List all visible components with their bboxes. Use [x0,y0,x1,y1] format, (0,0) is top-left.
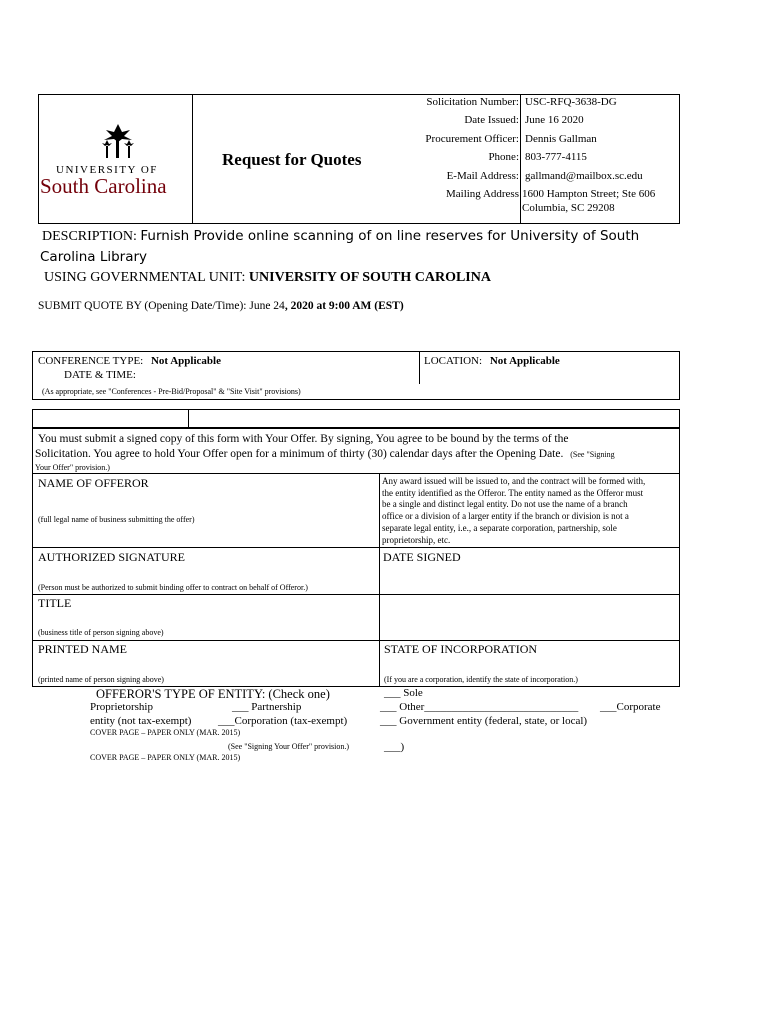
header-divider-left [192,94,193,224]
award-note-line: separate legal entity, i.e., a separate corporation, partnership, sole [382,522,617,533]
conference-note: (As appropriate, see "Conferences - Pre-Bid/Proposal" & "Site Visit" provisions) [42,387,301,396]
printed-name-hint: (printed name of person signing above) [38,675,164,684]
location-value: Not Applicable [489,355,560,367]
title-hint: (business title of person signing above) [38,628,164,637]
description-label: DESCRIPTION: [42,229,137,244]
award-note-line: proprietorship, etc. [382,534,451,545]
submit-quote-by [38,300,404,312]
award-note-line: Any award issued will be issued to, and the contract will be formed with, [382,476,646,486]
description-text-continued: Carolina Library [40,249,148,265]
entity-corporation-tax-exempt: ___Corporation (tax-exempt) [218,715,348,727]
state-of-incorporation-label: STATE OF INCORPORATION [384,642,538,656]
award-note-line: the entity identified as the Offeror. The entity named as the Offeror must [382,487,644,498]
location [424,355,560,367]
conference-type-value: Not Applicable [150,355,221,367]
mailing-address-value: 1600 Hampton Street; Ste 606 [522,188,656,200]
solicitation-number-label: Solicitation Number: [426,96,519,108]
authorized-signature-hint: (Person must be authorized to submit binding offer to contract on behalf of Offeror.) [38,583,308,592]
location-label: LOCATION: [424,355,483,367]
authorized-signature-label: AUTHORIZED SIGNATURE [38,550,185,564]
conference-date-label: DATE & TIME: [64,369,136,381]
date-issued-label: Date Issued: [464,114,519,126]
solicitation-number-value: USC-RFQ-3638-DG [525,96,617,108]
governmental-unit-label: USING GOVERNMENTAL UNIT: [44,270,246,285]
mailing-address-label: Mailing Address [445,188,519,200]
page-title: Request for Quotes [222,150,362,169]
grid-line-top [32,473,680,474]
title-label: TITLE [38,596,72,610]
statement-line2-text: Solicitation. You agree to hold Your Offer open for a minimum of thirty (30) calendar days after the Opening Date. [35,448,564,460]
name-of-offeror-hint: (full legal name of business submitting the offer) [38,515,195,524]
entity-other: ___ Other____________________________ [380,701,579,713]
grid-divider-1 [379,473,380,687]
entity-type-heading: OFFEROR'S TYPE OF ENTITY: (Check one) [96,687,330,701]
statement-line3: Your Offer" provision.) [35,463,110,472]
phone-label: Phone: [488,151,519,163]
university-logo [40,116,192,200]
state-hint: (If you are a corporation, identify the state of incorporation.) [384,675,578,684]
conference-type-label: CONFERENCE TYPE: [38,355,144,367]
entity-not-tax-exempt: entity (not tax-exempt) [90,715,192,727]
award-note-line: office or a division of a larger entity if the branch or division is not a [382,511,629,522]
cover-page-note-1: COVER PAGE – PAPER ONLY (MAR. 2015) [90,728,241,737]
grid-line-3 [32,594,680,595]
grid-line-4 [32,640,680,641]
description-text: Furnish Provide online scanning of on line reserves for University of South [140,228,640,244]
entity-partnership: ___ Partnership [232,701,302,713]
procurement-officer-label: Procurement Officer: [425,133,519,145]
palmetto-tree-icon [98,120,138,160]
governmental-unit-value: UNIVERSITY OF SOUTH CAROLINA [248,270,491,285]
date-issued-value: June 16 2020 [525,114,584,126]
submit-quote-label: SUBMIT QUOTE BY (Opening Date/Time): June 24 [38,300,285,312]
entity-paren: ___) [384,741,405,753]
email-label: E-Mail Address: [446,170,519,182]
procurement-officer-value: Dennis Gallman [525,133,597,145]
conference-divider [419,351,420,384]
conference-type [38,355,221,367]
statement-line2 [35,448,615,460]
grid-line-2 [32,547,680,548]
description [42,228,639,245]
statement-line1: You must submit a signed copy of this form with Your Offer. By signing, You agree to be bound by the terms of the [38,433,569,445]
award-note-line: be a single and distinct legal entity. Do not use the name of a branch [382,499,628,510]
email-value: gallmand@mailbox.sc.edu [525,170,643,182]
mailing-address-city: Columbia, SC 29208 [522,202,615,214]
statement-see: (See "Signing [570,450,615,459]
header-divider-right [520,94,521,224]
phone-value: 803-777-4115 [525,151,587,163]
governmental-unit [44,270,491,286]
blank-row [32,409,680,428]
entity-proprietorship: Proprietorship [90,701,153,713]
entity-sole: ___ Sole [384,687,423,699]
award-note [382,476,678,546]
logo-university-of: UNIVERSITY OF [56,164,158,176]
printed-name-label: PRINTED NAME [38,642,127,656]
logo-south-carolina: South Carolina [40,174,167,198]
name-of-offeror-label: NAME OF OFFEROR [38,476,149,490]
see-signing-note: (See "Signing Your Offer" provision.) [228,742,350,751]
entity-corporate: ___Corporate [600,701,661,713]
submit-quote-value: , 2020 at 9:00 AM (EST) [284,300,404,312]
cover-page-note-2: COVER PAGE – PAPER ONLY (MAR. 2015) [90,753,241,762]
date-signed-label: DATE SIGNED [383,550,461,564]
entity-government: ___ Government entity (federal, state, or local) [380,715,588,727]
blank-row-divider [188,409,189,428]
